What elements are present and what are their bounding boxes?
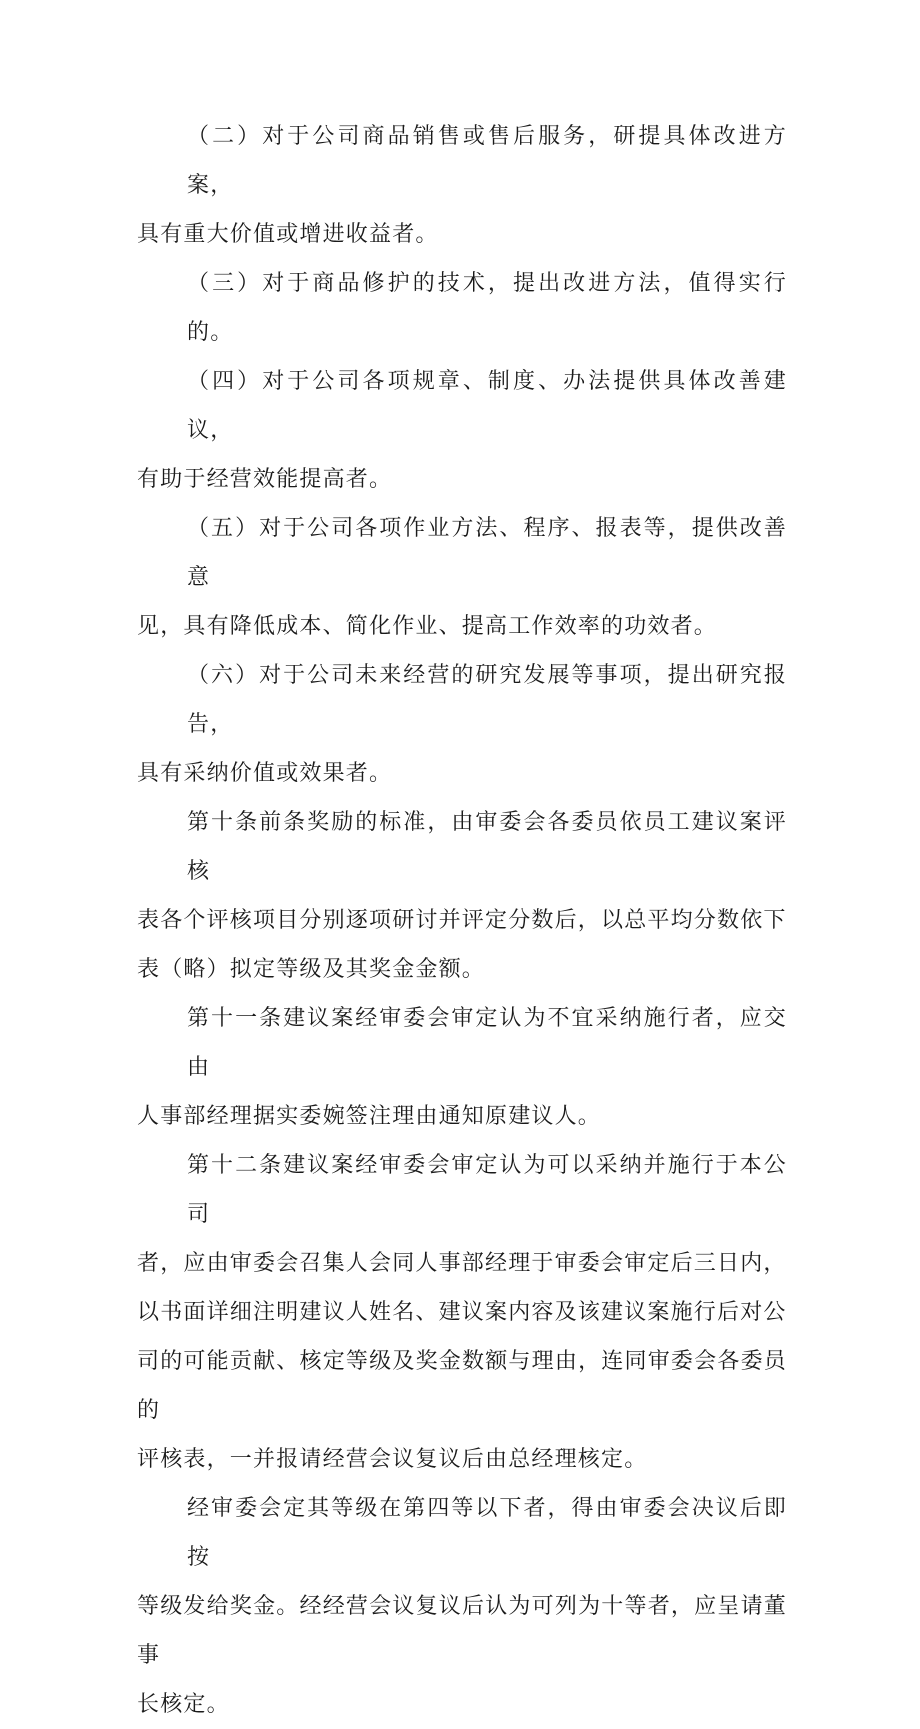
text-line: 评核表，一并报请经营会议复议后由总经理核定。 <box>137 1447 648 1472</box>
text-line: 具有采纳价值或效果者。 <box>137 761 393 786</box>
text-line: （五）对于公司各项作业方法、程序、报表等，提供改善意 <box>187 516 787 590</box>
document-body <box>137 112 787 1729</box>
text-line: 第十二条建议案经审委会审定认为可以采纳并施行于本公司 <box>187 1153 787 1227</box>
text-line: （六）对于公司未来经营的研究发展等事项，提出研究报告， <box>187 663 787 737</box>
text-line: （二）对于公司商品销售或售后服务，研提具体改进方案， <box>187 124 787 198</box>
paragraph-item-5 <box>137 504 787 651</box>
paragraph-item-6 <box>137 651 787 798</box>
paragraph-item-4 <box>137 357 787 504</box>
text-line: 以书面详细注明建议人姓名、建议案内容及该建议案施行后对公 <box>137 1300 787 1325</box>
text-line: 司的可能贡献、核定等级及奖金数额与理由，连同审委会各委员的 <box>137 1349 787 1423</box>
paragraph-item-3 <box>137 259 787 357</box>
text-line: （四）对于公司各项规章、制度、办法提供具体改善建议， <box>187 369 787 443</box>
article-12-supplement <box>137 1484 787 1729</box>
text-line: 见，具有降低成本、简化作业、提高工作效率的功效者。 <box>137 614 718 639</box>
article-11 <box>137 994 787 1141</box>
text-line: 人事部经理据实委婉签注理由通知原建议人。 <box>137 1104 602 1129</box>
article-12 <box>137 1141 787 1484</box>
text-line: 第十一条建议案经审委会审定认为不宜采纳施行者，应交由 <box>187 1006 787 1080</box>
text-line: 等级发给奖金。经经营会议复议后认为可列为十等者，应呈请董事 <box>137 1594 787 1668</box>
text-line: 具有重大价值或增进收益者。 <box>137 222 439 247</box>
text-line: 表各个评核项目分别逐项研讨并评定分数后，以总平均分数依下 <box>137 908 787 933</box>
text-line: 者，应由审委会召集人会同人事部经理于审委会审定后三日内， <box>137 1251 787 1276</box>
text-line: 长核定。 <box>137 1692 230 1717</box>
text-line: 第十条前条奖励的标准，由审委会各委员依员工建议案评核 <box>187 810 787 884</box>
text-line: 经审委会定其等级在第四等以下者，得由审委会决议后即按 <box>187 1496 787 1570</box>
article-10 <box>137 798 787 994</box>
text-line: 有助于经营效能提高者。 <box>137 467 393 492</box>
text-line: （三）对于商品修护的技术，提出改进方法，值得实行的。 <box>187 271 787 345</box>
paragraph-item-2 <box>137 112 787 259</box>
text-line: 表（略）拟定等级及其奖金金额。 <box>137 957 486 982</box>
